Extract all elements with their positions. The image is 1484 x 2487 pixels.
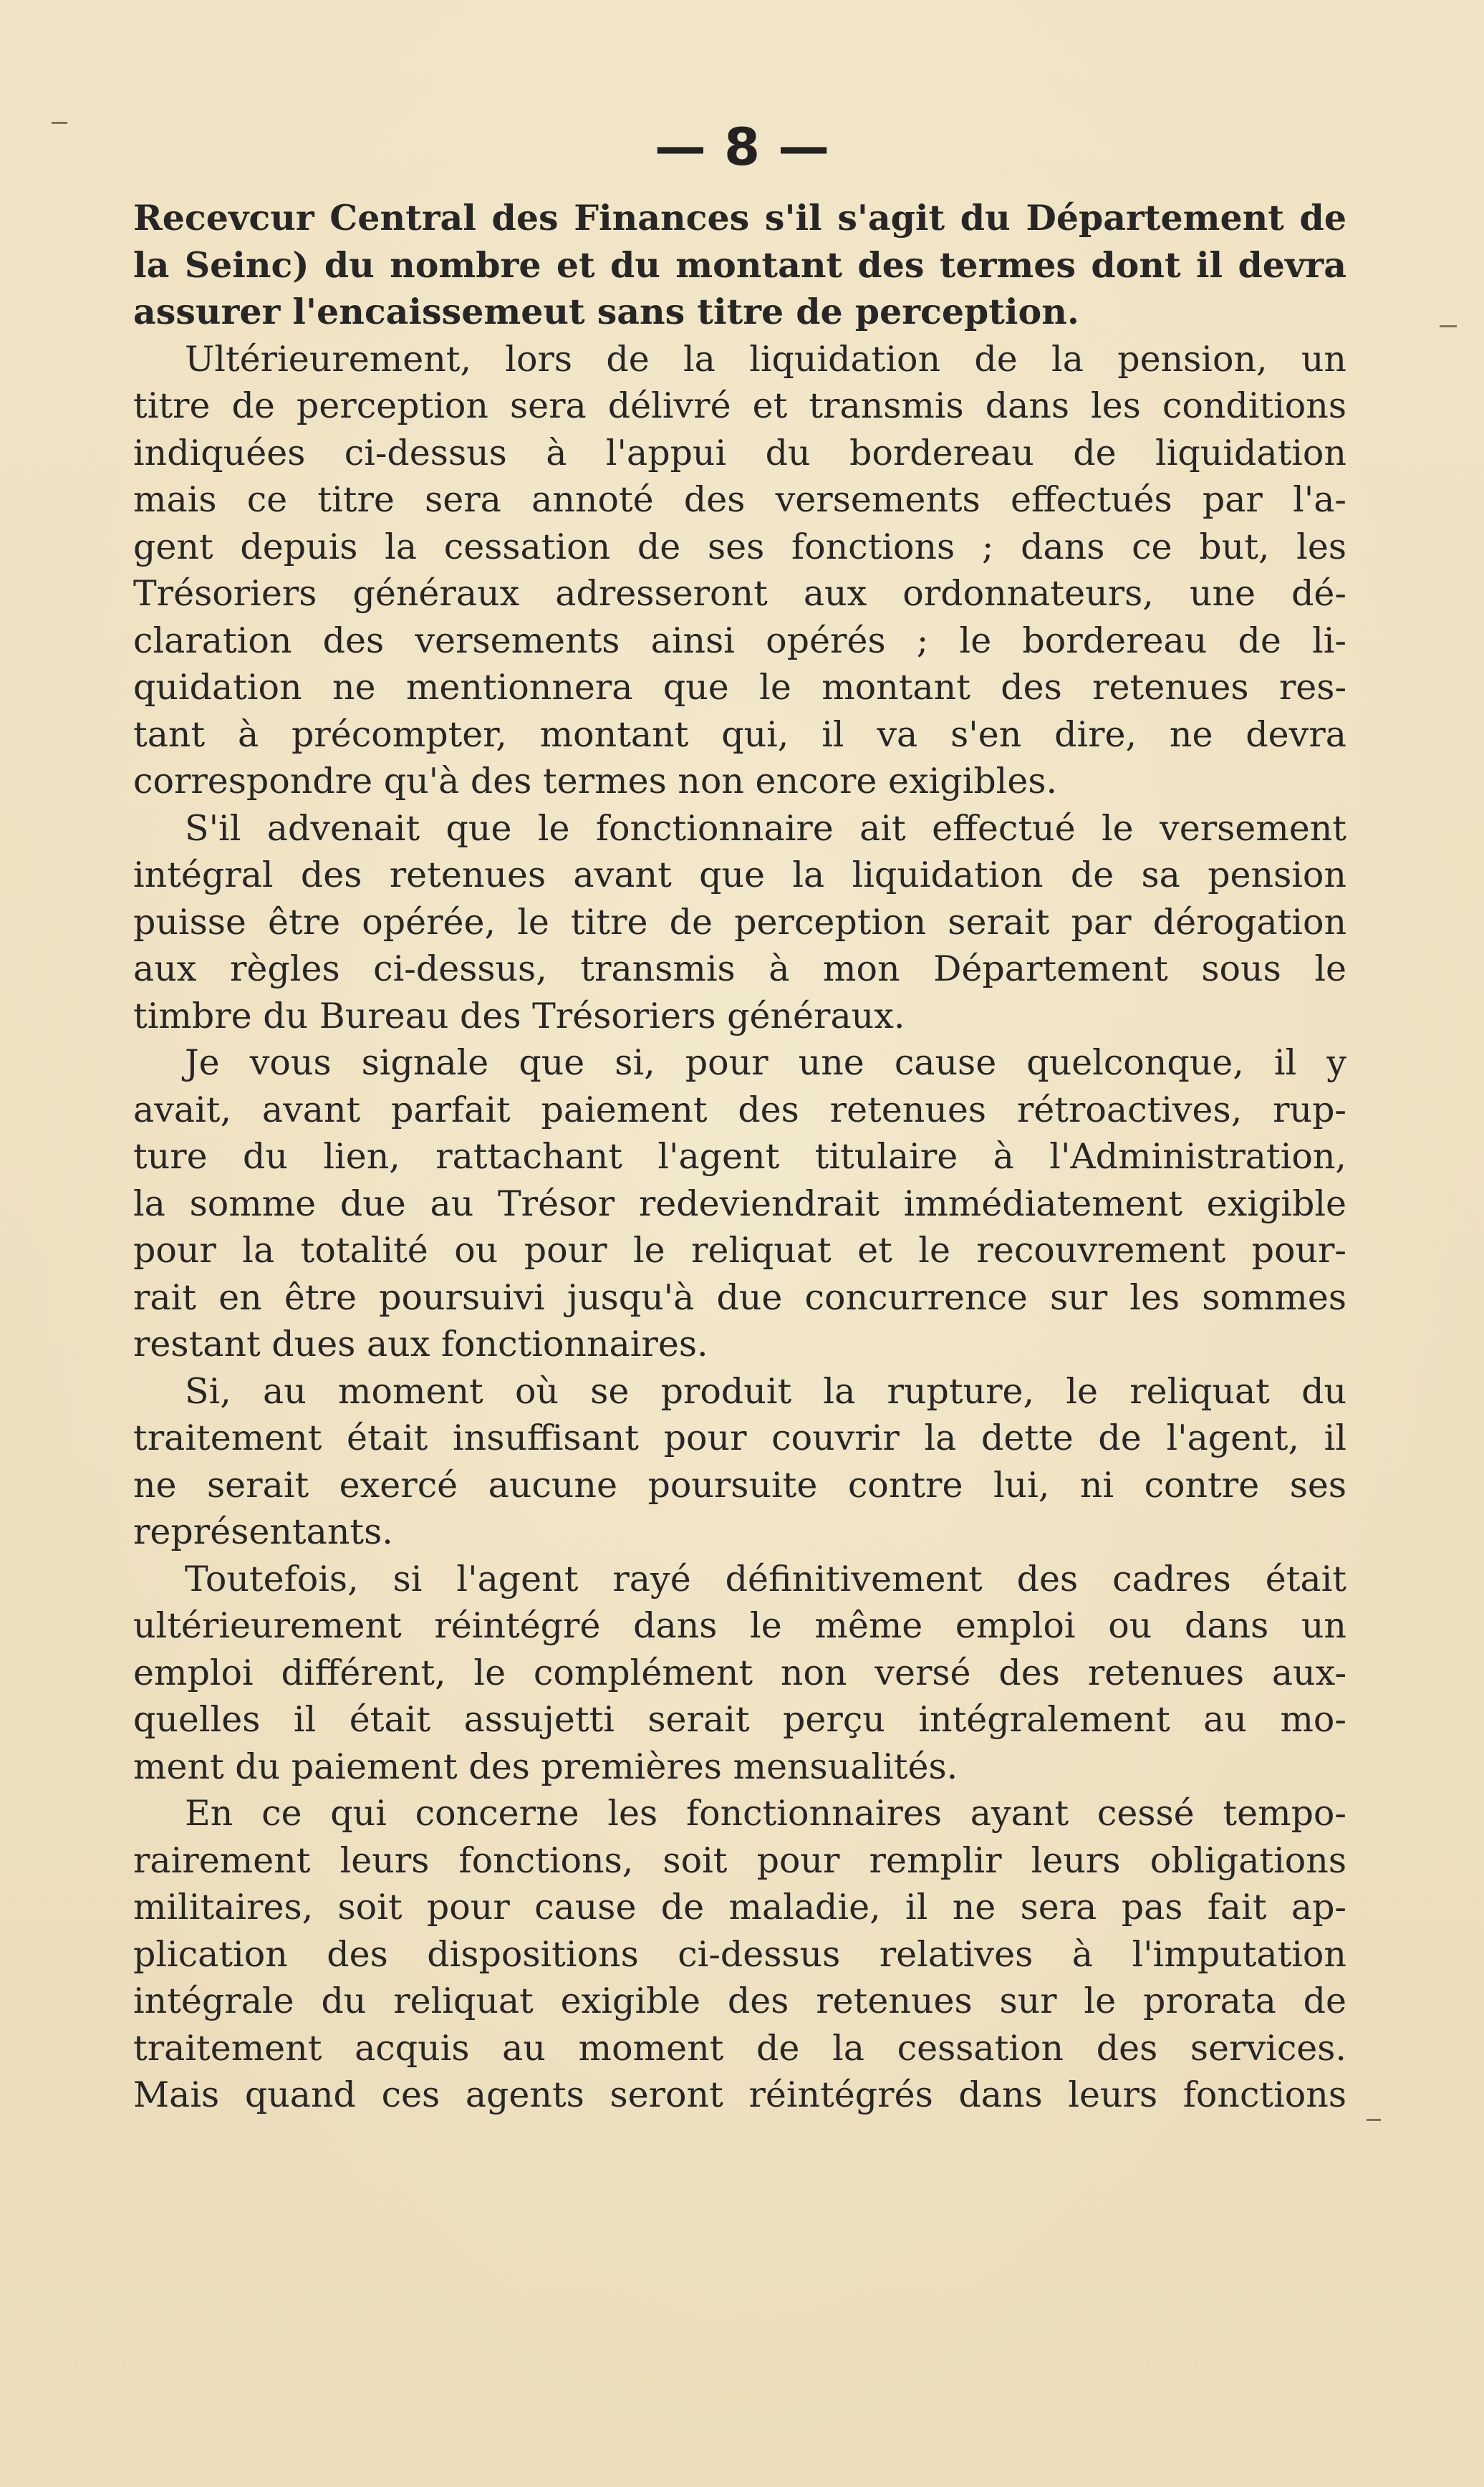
text-line: ne serait exercé aucune poursuite contre lui, ni contre ses: [133, 1464, 1346, 1506]
paragraph: [133, 805, 1346, 1040]
text-line: restant dues aux fonctionnaires.: [133, 1324, 708, 1365]
right-edge-mark: [1440, 325, 1457, 327]
text-line: militaires, soit pour cause de maladie, il ne sera pas fait ap-: [133, 1887, 1346, 1928]
text-line: assurer l'encaissemeut sans titre de perception.: [133, 291, 1079, 332]
text-line: la Seinc) du nombre et du montant des termes dont il devra: [133, 244, 1346, 286]
text-line: la somme due au Trésor redeviendrait immédiatement exigible: [133, 1183, 1346, 1224]
text-line: traitement était insuffisant pour couvrir la dette de l'agent, il: [133, 1418, 1346, 1458]
text-line: S'il advenait que le fonctionnaire ait effectué le versement: [185, 807, 1346, 849]
text-line: Je vous signale que si, pour une cause quelconque, il y: [185, 1042, 1346, 1083]
text-line: puisse être opérée, le titre de perception serait par dérogation: [133, 901, 1346, 943]
text-line: Si, au moment où se produit la rupture, le reliquat du: [185, 1370, 1346, 1412]
text-line: rairement leurs fonctions, soit pour remplir leurs obligations: [133, 1839, 1346, 1881]
text-line: ment du paiement des premières mensualités.: [133, 1746, 958, 1787]
paragraph: [133, 1039, 1346, 1368]
paragraph: [133, 195, 1346, 336]
text-line: aux règles ci-dessus, transmis à mon Département sous le: [133, 948, 1346, 989]
paragraph: [133, 1368, 1346, 1556]
text-line: avait, avant parfait paiement des retenues rétroactives, rup-: [133, 1089, 1346, 1130]
text-line: ultérieurement réintégré dans le même emploi ou dans un: [133, 1605, 1346, 1646]
text-line: emploi différent, le complément non versé des retenues aux-: [133, 1652, 1346, 1693]
text-line: intégral des retenues avant que la liquidation de sa pension: [133, 855, 1346, 895]
text-line: timbre du Bureau des Trésoriers généraux.: [133, 995, 905, 1036]
text-line: rait en être poursuivi jusqu'à due concurrence sur les sommes: [133, 1276, 1346, 1318]
text-line: Trésoriers généraux adresseront aux ordonnateurs, une dé-: [133, 573, 1346, 614]
text-line: traitement acquis au moment de la cessation des services.: [133, 2027, 1346, 2069]
text-line: gent depuis la cessation de ses fonctions ; dans ce but, les: [133, 526, 1346, 567]
text-line: plication des dispositions ci-dessus relatives à l'imputation: [133, 1933, 1346, 1975]
body-text: [133, 195, 1346, 2119]
text-line: ture du lien, rattachant l'agent titulaire à l'Administration,: [133, 1136, 1346, 1177]
paragraph: [133, 1790, 1346, 2119]
text-line: représentants.: [133, 1511, 393, 1552]
text-line: Ultérieurement, lors de la liquidation de la pension, un: [185, 338, 1346, 380]
text-line: En ce qui concerne les fonctionnaires ayant cessé tempo-: [185, 1793, 1346, 1834]
text-line: Mais quand ces agents seront réintégrés dans leurs fonctions: [133, 2074, 1346, 2115]
text-line: claration des versements ainsi opérés ; le bordereau de li-: [133, 620, 1346, 661]
text-line: mais ce titre sera annoté des versements effectués par l'a-: [133, 479, 1346, 520]
text-line: quidation ne mentionnera que le montant des retenues res-: [133, 667, 1346, 708]
paragraph: [133, 336, 1346, 805]
text-line: indiquées ci-dessus à l'appui du bordereau de liquidation: [133, 432, 1346, 473]
page-number: — 8 —: [654, 117, 830, 177]
text-line: Toutefois, si l'agent rayé définitivement des cadres était: [185, 1558, 1346, 1600]
text-line: tant à précompter, montant qui, il va s'en dire, ne devra: [133, 713, 1346, 755]
paragraph: [133, 1556, 1346, 1791]
text-line: titre de perception sera délivré et transmis dans les conditions: [133, 385, 1346, 426]
text-line: intégrale du reliquat exigible des retenues sur le prorata de: [133, 1981, 1346, 2021]
text-line: correspondre qu'à des termes non encore exigibles.: [133, 761, 1058, 802]
text-line: Recevcur Central des Finances s'il s'agit du Département de: [133, 197, 1346, 239]
right-edge-mark-lower: [1367, 2119, 1381, 2121]
text-line: quelles il était assujetti serait perçu intégralement au mo-: [133, 1699, 1346, 1740]
text-line: pour la totalité ou pour le reliquat et le recouvrement pour-: [133, 1230, 1346, 1271]
